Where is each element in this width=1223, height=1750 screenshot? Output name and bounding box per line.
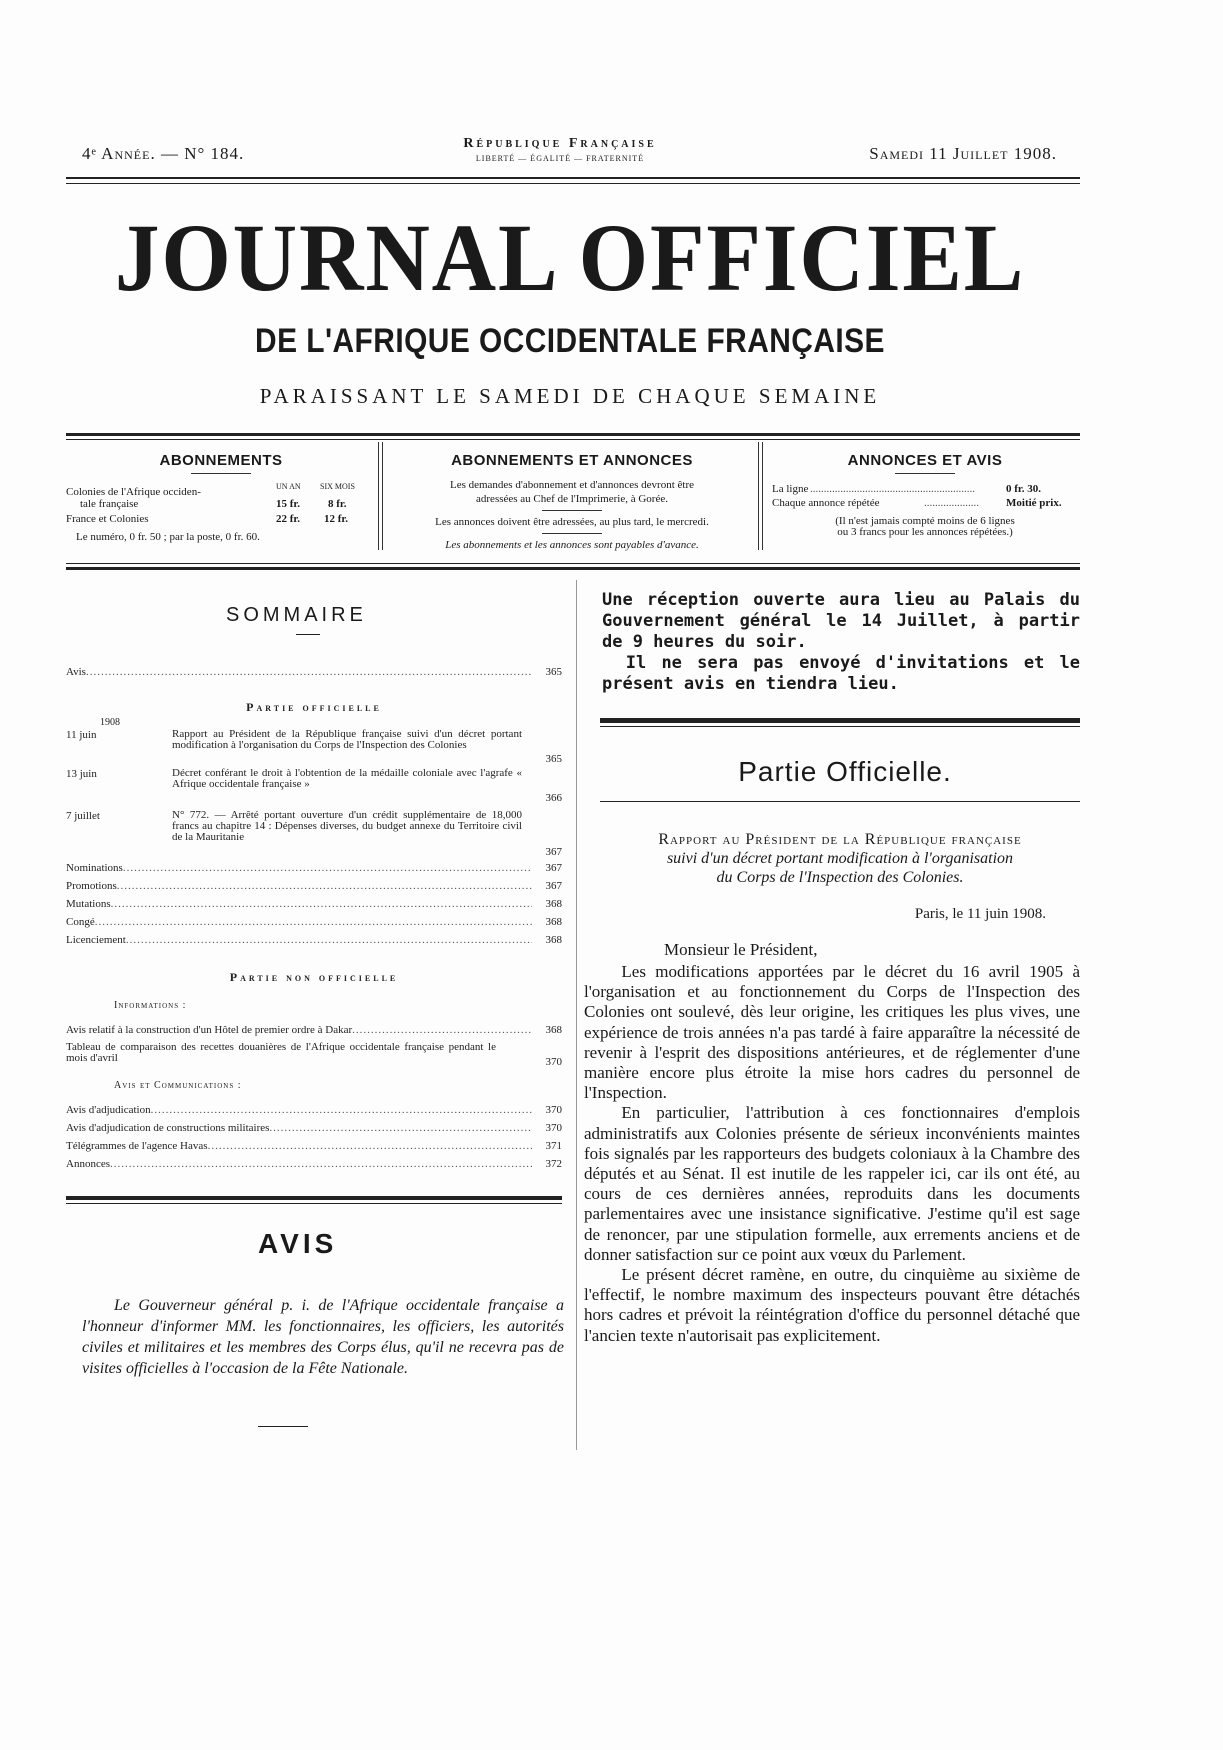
toc-label: Télégrammes de l'agence Havas xyxy=(66,1140,208,1152)
aa-line4: Les abonnements et les annonces sont payables d'avance. xyxy=(445,539,699,551)
row1-label: Colonies de l'Afrique occiden- xyxy=(66,486,201,498)
toc-entry-page: 367 xyxy=(545,846,562,858)
toc-row xyxy=(66,916,562,928)
toc-label: Avis d'adjudication xyxy=(66,1104,151,1116)
toc-entry-date: 13 juin xyxy=(66,768,97,780)
numero-price: Le numéro, 0 fr. 50 ; par la poste, 0 fr. 60. xyxy=(76,531,260,543)
ligne-dots: ............................................................ xyxy=(810,483,975,495)
place-date: Paris, le 11 juin 1908. xyxy=(914,906,1046,922)
toc-label: Mutations xyxy=(66,898,111,910)
toc-entry-date: 11 juin xyxy=(66,729,97,741)
toc-page: 365 xyxy=(545,666,562,678)
toc-entry-text: N° 772. — Arrêté portant ouverture d'un crédit supplémentaire de 18,000 francs au chapitre 14 : Dépenses diverses, du budget annexe du Territoire civil de la Mauritanie xyxy=(172,809,522,843)
box-rule-bottom xyxy=(66,563,1080,564)
aa-line3: Les annonces doivent être adressées, au plus tard, le mercredi. xyxy=(435,516,709,528)
toc-row xyxy=(66,934,562,946)
row1-label2: tale française xyxy=(80,498,139,510)
sommaire-underline xyxy=(296,634,320,635)
rapport-body xyxy=(584,962,1080,1346)
avis-end-rule xyxy=(258,1426,308,1427)
header-rule-bottom xyxy=(66,183,1080,184)
toc-year: 1908 xyxy=(100,717,120,728)
toc-row xyxy=(66,1024,562,1036)
toc-dots xyxy=(86,666,532,678)
toc-page: 368 xyxy=(545,934,562,946)
toc-row xyxy=(66,862,562,874)
journal-subtitle: DE L'AFRIQUE OCCIDENTALE FRANÇAISE xyxy=(255,322,885,360)
toc-dots xyxy=(95,916,532,928)
ligne-label: La ligne xyxy=(772,483,809,495)
abonnements-box xyxy=(66,452,376,552)
row2-label: France et Colonies xyxy=(66,513,149,525)
toc-dots xyxy=(208,1140,532,1152)
box-rule-bottom2 xyxy=(66,567,1080,570)
republique-header xyxy=(380,136,740,163)
toc-label: Promotions xyxy=(66,880,117,892)
partie-officielle-title: Partie Officielle. xyxy=(738,756,952,787)
toc-label: Congé xyxy=(66,916,95,928)
devise: LIBERTÉ — ÉGALITÉ — FRATERNITÉ xyxy=(475,154,645,163)
annonces-note1: (Il n'est jamais compté moins de 6 lignes xyxy=(835,515,1015,527)
toc-row xyxy=(66,1158,562,1170)
reception-p1: Une réception ouverte aura lieu au Palais du Gouvernement général le 14 Juillet, à partir de 9 heures du soir. xyxy=(602,590,1080,652)
toc-page: 367 xyxy=(545,880,562,892)
rapport-paragraph: Le présent décret ramène, en outre, du cinquième au sixième de l'effectif, le nombre maximum des inspecteurs pouvant être détachés hors cadres et prévoit la réintégration d'office du personnel détaché que l'ancien texte n'autorisait pas explicitement. xyxy=(584,1265,1080,1345)
toc-entry-text: Décret conférant le droit à l'obtention de la médaille coloniale avec l'agrafe « Afrique occidentale française » xyxy=(172,767,522,790)
toc-entry xyxy=(66,768,562,808)
toc-dots xyxy=(151,1104,532,1116)
toc-row xyxy=(66,1122,562,1134)
toc-entry-page: 370 xyxy=(545,1056,562,1068)
toc-row xyxy=(66,1140,562,1152)
toc-page: 367 xyxy=(545,862,562,874)
toc-dots xyxy=(352,1024,532,1036)
toc-dots xyxy=(123,862,532,874)
avis-text: Le Gouverneur général p. i. de l'Afrique occidentale française a l'honneur d'informer MM. les fonctionnaires, les officiers, les autorités civiles et militaires et les membres des Corps élus, qu'il ne recevra pas de visites officielles à l'occasion de la Fête Nationale. xyxy=(82,1297,564,1377)
toc-row-avis xyxy=(66,666,562,678)
box-divider-2 xyxy=(758,442,763,550)
toc-dots xyxy=(269,1122,532,1134)
toc-page: 370 xyxy=(545,1104,562,1116)
annonces-avis-title: ANNONCES ET AVIS xyxy=(847,452,1003,469)
issue-date: Samedi 11 Juillet 1908. xyxy=(869,144,1057,163)
repetee-dots: .................... xyxy=(924,497,979,509)
aa-divider xyxy=(542,510,602,511)
toc-label: Avis d'adjudication de constructions militaires xyxy=(66,1122,270,1134)
row2-six-mois: 12 fr. xyxy=(324,513,349,525)
salutation: Monsieur le Président, xyxy=(664,940,818,959)
abonnements-annonces-title: ABONNEMENTS ET ANNONCES xyxy=(451,452,693,469)
toc-entry-page: 365 xyxy=(545,753,562,765)
sommaire-end-rule xyxy=(66,1196,562,1200)
aa-line1: Les demandes d'abonnement et d'annonces devront être xyxy=(449,479,695,491)
rapport-heading xyxy=(600,830,1080,887)
repetee-price: Moitié prix. xyxy=(1006,497,1062,509)
avis-title: AVIS xyxy=(258,1228,338,1259)
toc-page: 371 xyxy=(545,1140,562,1152)
col-six-mois: SIX MOIS xyxy=(320,482,355,491)
row1-un-an: 15 fr. xyxy=(276,498,301,510)
col-un-an: UN AN xyxy=(276,482,301,491)
toc-row xyxy=(66,1104,562,1116)
issue-number: 4ᵉ Année. — N° 184. xyxy=(82,144,245,163)
toc-entry-page: 366 xyxy=(545,792,562,804)
column-divider xyxy=(576,580,577,1450)
header-rule-top xyxy=(66,177,1080,179)
toc-label: Annonces xyxy=(66,1158,110,1170)
toc-dots xyxy=(110,1158,532,1170)
toc-row xyxy=(66,880,562,892)
toc-dots xyxy=(117,880,532,892)
box-rule-top2 xyxy=(66,439,1080,440)
journal-title: JOURNAL OFFICIEL xyxy=(114,204,1026,311)
rapport-line1: Rapport au Président de la République française xyxy=(658,831,1022,848)
rapport-paragraph: En particulier, l'attribution à ces fonctionnaires d'emplois administratifs aux Colonies présente de sérieux inconvénients maintes fois signalés par les rapporteurs des budgets coloniaux à la Chambre des députés et au Sénat. Il est inutile de les rappeler ici, car ils ont été, au cours de ces dernières années, reproduits dans les documents parlementaires avec une insistance significative. J'estime qu'il est sage de renoncer, par une stipulation formelle, aux errements anciens et de donner satisfaction sur ce point aux vœux du Parlement. xyxy=(584,1103,1080,1264)
abonnements-annonces-box xyxy=(388,452,756,552)
toc-entry xyxy=(66,729,562,769)
abonnements-title: ABONNEMENTS xyxy=(159,452,283,469)
toc-entry xyxy=(66,1042,562,1070)
toc-page: 370 xyxy=(545,1122,562,1134)
repetee-label: Chaque annonce répétée xyxy=(772,497,880,509)
toc-page: 368 xyxy=(545,916,562,928)
aa-divider-2 xyxy=(542,533,602,534)
toc-section-partie-officielle: Partie officielle xyxy=(246,700,382,714)
toc-label: Licenciement xyxy=(66,934,126,946)
reception-notice xyxy=(602,590,1080,695)
box-rule-top xyxy=(66,433,1080,436)
toc-sub-avis-communications: Avis et Communications : xyxy=(114,1080,242,1091)
toc-entry-text: Tableau de comparaison des recettes douanières de l'Afrique occidentale française pendant le mois d'avril xyxy=(66,1041,496,1064)
toc-page: 368 xyxy=(545,1024,562,1036)
toc-dots xyxy=(111,898,532,910)
right-thick-rule xyxy=(600,718,1080,723)
reception-p2: Il ne sera pas envoyé d'invitations et le présent avis en tiendra lieu. xyxy=(602,653,1080,694)
ligne-price: 0 fr. 30. xyxy=(1006,483,1042,495)
box-divider-1 xyxy=(378,442,383,550)
rapport-line2: suivi d'un décret portant modification à l'organisation xyxy=(666,850,1014,867)
toc-row xyxy=(66,898,562,910)
toc-section-partie-non-officielle: Partie non officielle xyxy=(229,970,399,984)
row2-un-an: 22 fr. xyxy=(276,513,301,525)
toc-entry xyxy=(66,810,562,858)
toc-label: Nominations xyxy=(66,862,123,874)
partie-officielle-rule xyxy=(600,801,1080,802)
rapport-line3: du Corps de l'Inspection des Colonies. xyxy=(716,869,964,886)
right-thin-rule xyxy=(600,726,1080,727)
toc-entry-text: Rapport au Président de la République française suivi d'un décret portant modification à l'organisation du Corps de l'Inspection des Colonies xyxy=(172,728,522,751)
annonces-note2: ou 3 francs pour les annonces répétées.) xyxy=(837,526,1013,538)
toc-label: Avis xyxy=(66,666,86,678)
toc-entry-date: 7 juillet xyxy=(66,810,100,822)
republique-label: République Française xyxy=(463,136,657,151)
toc-page: 368 xyxy=(545,898,562,910)
toc-label: Avis relatif à la construction d'un Hôtel de premier ordre à Dakar xyxy=(66,1024,353,1036)
aa-line2: adressées au Chef de l'Imprimerie, à Gorée. xyxy=(476,493,668,505)
annonces-avis-box xyxy=(770,452,1080,542)
annonces-avis-underline xyxy=(895,473,955,474)
rapport-paragraph: Les modifications apportées par le décret du 16 avril 1905 à l'organisation et au fonctionnement du Corps de l'Inspection des Colonies ont soulevé, dès leur origine, les critiques les plus vives, une expérience de trois années n'a pas tardé à faire apparaître la nécessité de revenir à l'esprit des dispositions antérieures, et de réglementer d'une manière encore plus étroite la mise hors cadres du personnel de l'Inspection. xyxy=(584,962,1080,1103)
toc-dots xyxy=(126,934,532,946)
toc-page: 372 xyxy=(545,1158,562,1170)
row1-six-mois: 8 fr. xyxy=(328,498,347,510)
abonnements-underline xyxy=(191,473,251,474)
toc-sub-informations: Informations : xyxy=(114,1000,187,1011)
parution-line: PARAISSANT LE SAMEDI DE CHAQUE SEMAINE xyxy=(259,384,881,408)
sommaire-title: SOMMAIRE xyxy=(226,604,367,626)
sommaire-end-rule2 xyxy=(66,1203,562,1204)
